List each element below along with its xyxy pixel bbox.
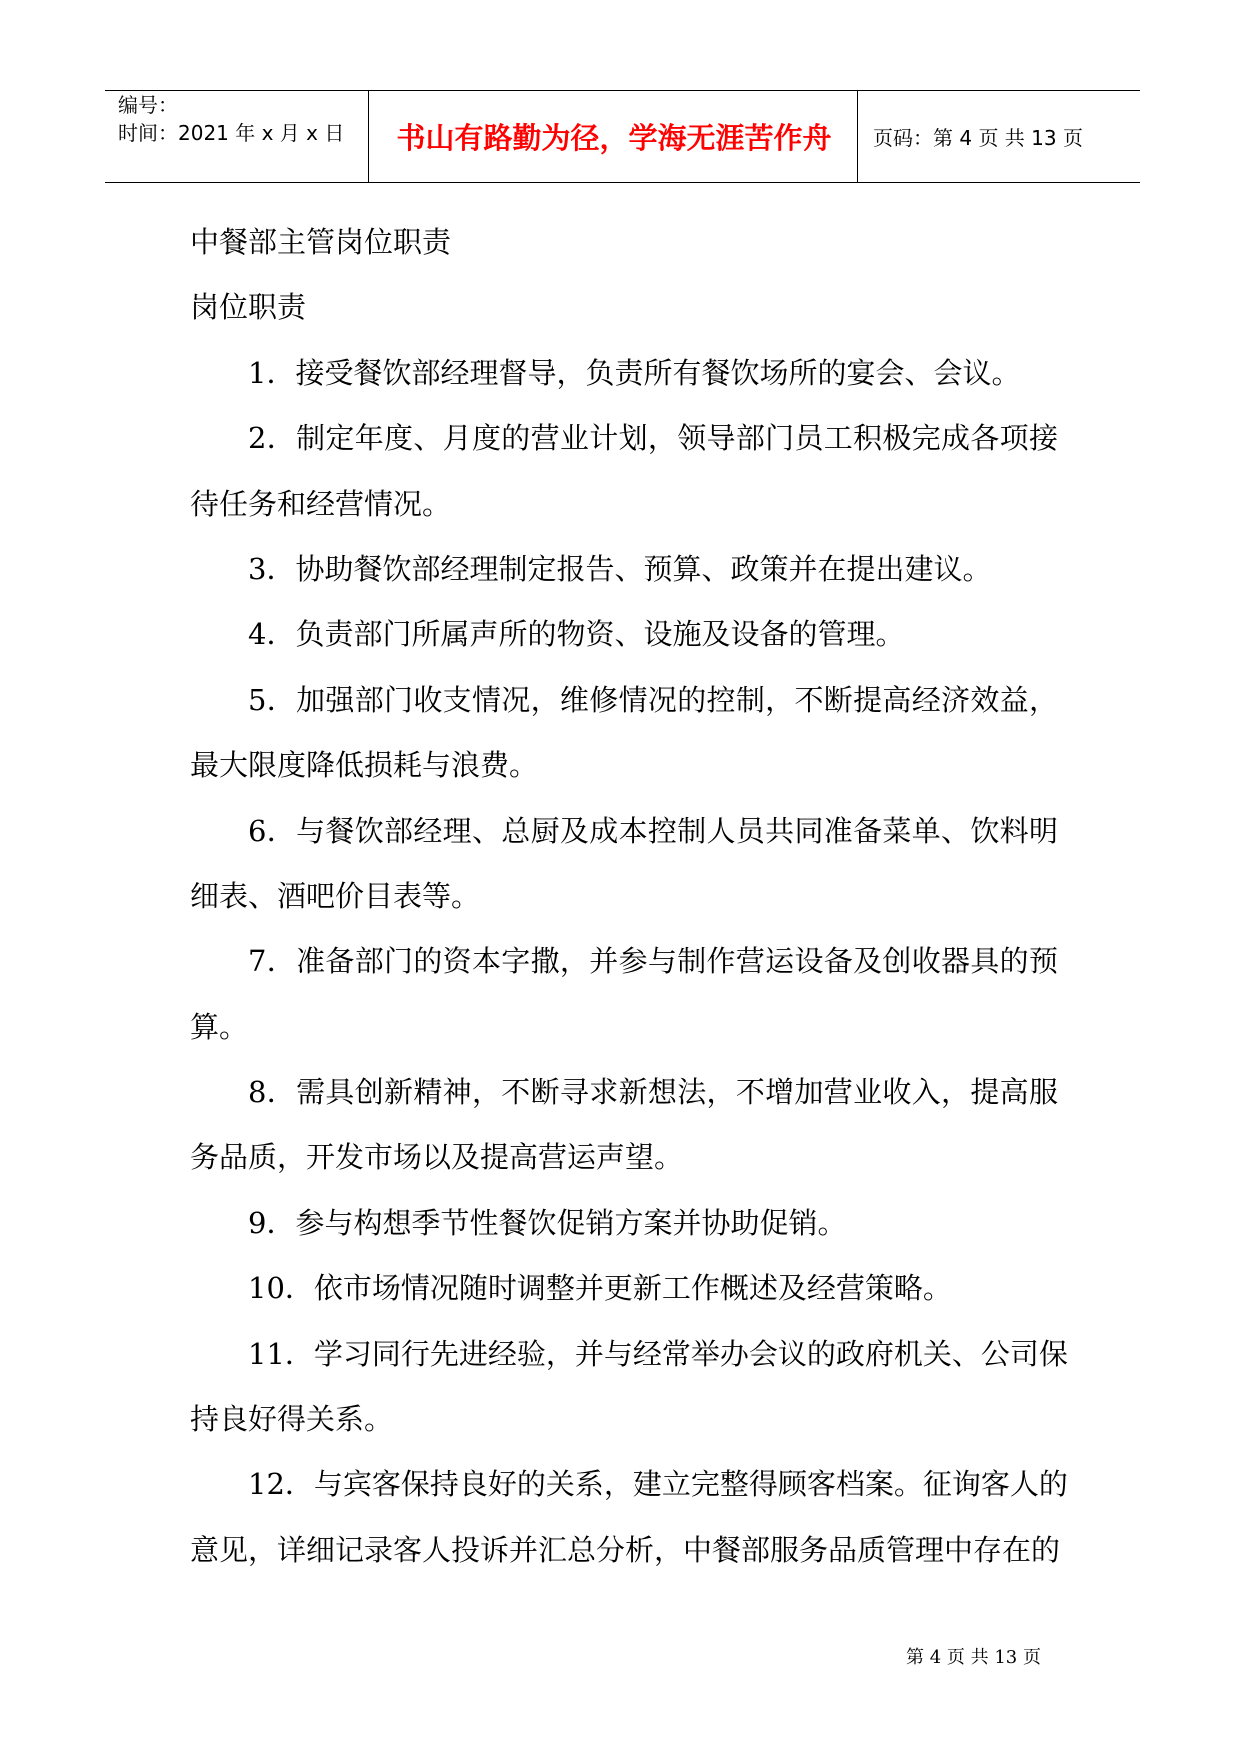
duty-item-12-cont: 意见，详细记录客人投诉并汇总分析，中餐部服务品质管理中存在的 xyxy=(190,1532,1061,1567)
duty-item-1: 1．接受餐饮部经理督导，负责所有餐饮场所的宴会、会议。 xyxy=(248,355,1021,390)
duty-item-6: 6．与餐饮部经理、总厨及成本控制人员共同准备菜单、饮料明 xyxy=(248,813,1058,848)
header-motto: 书山有路勤为径，学海无涯苦作舟 xyxy=(396,121,832,155)
duty-item-12: 12．与宾客保持良好的关系，建立完整得顾客档案。征询客人的 xyxy=(248,1467,1068,1502)
document-time-label: 时间：2021 年 x 月 x 日 xyxy=(118,121,345,145)
duty-item-3: 3．协助餐饮部经理制定报告、预算、政策并在提出建议。 xyxy=(248,551,992,586)
duty-item-4: 4．负责部门所属声所的物资、设施及设备的管理。 xyxy=(248,617,905,652)
document-title: 中餐部主管岗位职责 xyxy=(190,225,452,259)
header-top-rule xyxy=(105,90,1140,91)
document-body xyxy=(0,210,1241,1583)
duty-item-2-cont: 待任务和经营情况。 xyxy=(190,486,452,521)
duty-item-7: 7．准备部门的资本字撒，并参与制作营运设备及创收器具的预 xyxy=(248,944,1058,979)
page-footer-number: 第 4 页 共 13 页 xyxy=(906,1647,1041,1668)
duty-item-11-cont: 持良好得关系。 xyxy=(190,1402,394,1437)
duty-item-8-cont: 务品质，开发市场以及提高营运声望。 xyxy=(190,1140,684,1175)
duty-item-2: 2．制定年度、月度的营业计划，领导部门员工积极完成各项接 xyxy=(248,421,1058,456)
header-divider-left xyxy=(368,90,369,183)
duty-item-7-cont: 算。 xyxy=(190,1009,249,1044)
duty-item-6-cont: 细表、酒吧价目表等。 xyxy=(190,878,481,913)
header-bottom-rule xyxy=(105,182,1140,183)
duty-item-5: 5．加强部门收支情况，维修情况的控制，不断提高经济效益， xyxy=(248,682,1058,717)
document-number-label: 编号： xyxy=(118,93,178,117)
section-heading: 岗位职责 xyxy=(190,290,307,325)
duty-item-9: 9．参与构想季节性餐饮促销方案并协助促销。 xyxy=(248,1205,847,1240)
header-page-info: 页码：第 4 页 共 13 页 xyxy=(873,126,1083,150)
duty-item-10: 10．依市场情况随时调整并更新工作概述及经营策略。 xyxy=(248,1271,952,1306)
duty-item-5-cont: 最大限度降低损耗与浪费。 xyxy=(190,748,539,783)
duty-item-11: 11．学习同行先进经验，并与经常举办会议的政府机关、公司保 xyxy=(248,1336,1068,1371)
duty-item-8: 8．需具创新精神，不断寻求新想法，不增加营业收入，提高服 xyxy=(248,1075,1058,1110)
